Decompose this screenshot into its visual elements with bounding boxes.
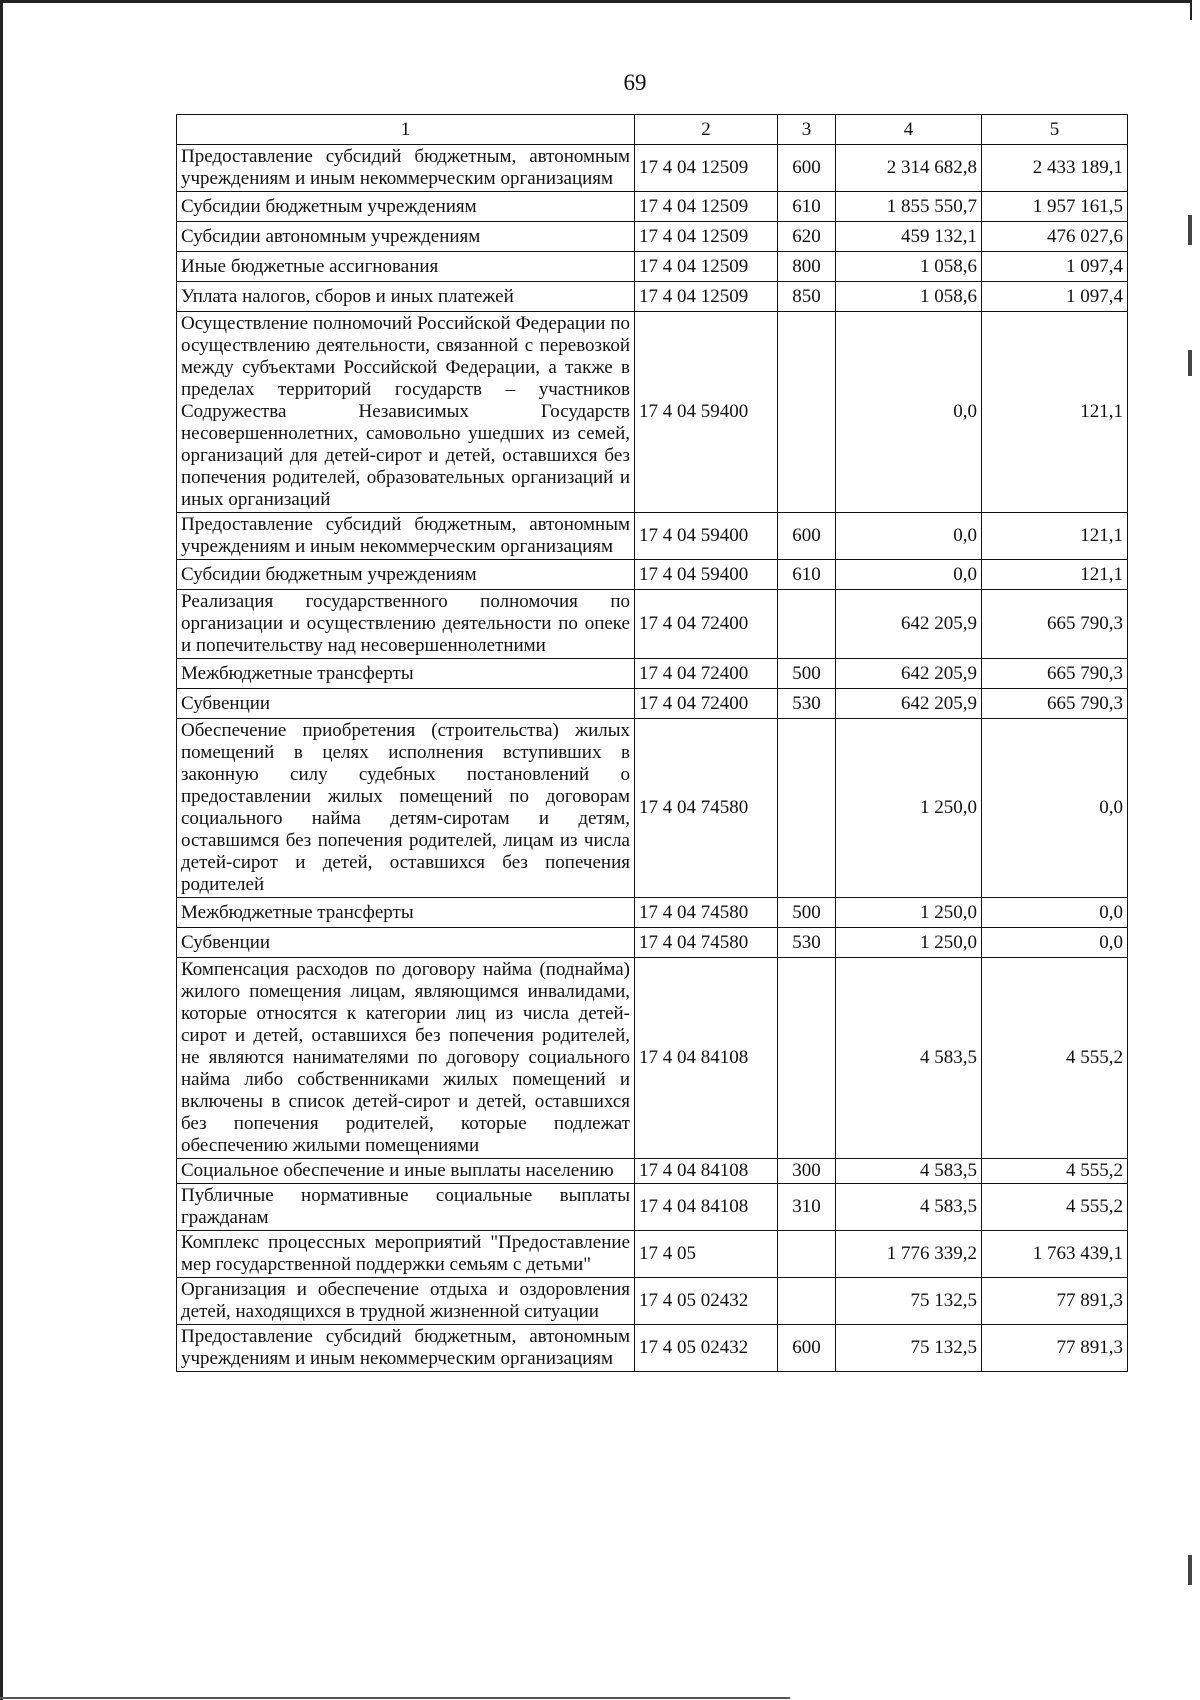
- row-name: Межбюджетные трансферты: [177, 898, 635, 928]
- row-name: Социальное обеспечение и иные выплаты населению: [177, 1159, 635, 1184]
- row-type: 610: [778, 192, 836, 222]
- table-row: [177, 252, 1128, 282]
- header-col-1: 1: [177, 115, 635, 145]
- header-col-4: 4: [836, 115, 982, 145]
- row-type: [778, 1231, 836, 1278]
- table-row: [177, 222, 1128, 252]
- row-code: 17 4 04 59400: [635, 560, 778, 590]
- table-row: [177, 560, 1128, 590]
- row-type: 620: [778, 222, 836, 252]
- row-code: 17 4 04 84108: [635, 958, 778, 1159]
- scan-edge-mark: [1188, 1555, 1192, 1585]
- row-value-5: 4 555,2: [982, 1184, 1128, 1231]
- row-value-4: 0,0: [836, 312, 982, 513]
- row-value-5: 476 027,6: [982, 222, 1128, 252]
- row-value-5: 77 891,3: [982, 1278, 1128, 1325]
- row-name: Субвенции: [177, 928, 635, 958]
- row-type: 600: [778, 1325, 836, 1372]
- row-type: 500: [778, 898, 836, 928]
- table-row: [177, 1325, 1128, 1372]
- row-type: [778, 1278, 836, 1325]
- row-value-5: 665 790,3: [982, 689, 1128, 719]
- table-row: [177, 719, 1128, 898]
- table-header-row: [177, 115, 1128, 145]
- row-value-4: 1 855 550,7: [836, 192, 982, 222]
- row-type: 600: [778, 513, 836, 560]
- row-type: 610: [778, 560, 836, 590]
- table-row: [177, 958, 1128, 1159]
- scan-edge-mark: [1188, 350, 1192, 376]
- row-value-4: 1 776 339,2: [836, 1231, 982, 1278]
- row-code: 17 4 05 02432: [635, 1278, 778, 1325]
- row-value-4: 75 132,5: [836, 1278, 982, 1325]
- table-row: [177, 590, 1128, 659]
- row-name: Субвенции: [177, 689, 635, 719]
- table-row: [177, 192, 1128, 222]
- row-code: 17 4 04 59400: [635, 513, 778, 560]
- row-type: [778, 958, 836, 1159]
- row-name: Иные бюджетные ассигнования: [177, 252, 635, 282]
- row-code: 17 4 04 72400: [635, 659, 778, 689]
- page-number: 69: [623, 70, 647, 95]
- row-code: 17 4 04 74580: [635, 719, 778, 898]
- table-row: [177, 312, 1128, 513]
- row-name: Предоставление субсидий бюджетным, автономным учреждениям и иным некоммерческим организациям: [177, 1325, 635, 1372]
- row-name: Субсидии автономным учреждениям: [177, 222, 635, 252]
- row-value-5: 1 957 161,5: [982, 192, 1128, 222]
- row-value-5: 2 433 189,1: [982, 145, 1128, 192]
- row-type: 300: [778, 1159, 836, 1184]
- row-code: 17 4 04 84108: [635, 1184, 778, 1231]
- row-type: 310: [778, 1184, 836, 1231]
- table-row: [177, 689, 1128, 719]
- row-name: Осуществление полномочий Российской Федерации по осуществлению деятельности, связанной с перевозкой между субъектами Российской Федерации, а также в пределах территорий государств – участников Содружества Независимых Государств несовершеннолетних, самовольно ушедших из семей, организаций для детей-сирот и детей, оставшихся без попечения родителей, образовательных организаций и иных организаций: [177, 312, 635, 513]
- row-value-5: 0,0: [982, 898, 1128, 928]
- row-value-5: 1 097,4: [982, 252, 1128, 282]
- row-value-4: 0,0: [836, 560, 982, 590]
- table-row: [177, 1278, 1128, 1325]
- row-code: 17 4 04 72400: [635, 590, 778, 659]
- row-code: 17 4 04 12509: [635, 222, 778, 252]
- row-code: 17 4 04 74580: [635, 928, 778, 958]
- row-value-4: 1 058,6: [836, 252, 982, 282]
- row-code: 17 4 04 59400: [635, 312, 778, 513]
- budget-table: [176, 114, 1128, 1372]
- row-value-5: 665 790,3: [982, 590, 1128, 659]
- table-row: [177, 145, 1128, 192]
- table-row: [177, 1184, 1128, 1231]
- table-row: [177, 898, 1128, 928]
- row-value-4: 642 205,9: [836, 659, 982, 689]
- row-name: Реализация государственного полномочия по организации и осуществлению деятельности по опеке и попечительству над несовершеннолетними: [177, 590, 635, 659]
- row-type: 600: [778, 145, 836, 192]
- row-code: 17 4 04 12509: [635, 192, 778, 222]
- row-value-5: 121,1: [982, 312, 1128, 513]
- row-value-4: 459 132,1: [836, 222, 982, 252]
- table-row: [177, 928, 1128, 958]
- header-col-3: 3: [778, 115, 836, 145]
- row-name: Публичные нормативные социальные выплаты гражданам: [177, 1184, 635, 1231]
- row-value-4: 642 205,9: [836, 590, 982, 659]
- row-value-5: 1 763 439,1: [982, 1231, 1128, 1278]
- table-row: [177, 1231, 1128, 1278]
- row-code: 17 4 04 12509: [635, 282, 778, 312]
- row-value-4: 2 314 682,8: [836, 145, 982, 192]
- row-value-5: 1 097,4: [982, 282, 1128, 312]
- row-name: Субсидии бюджетным учреждениям: [177, 560, 635, 590]
- row-name: Организация и обеспечение отдыха и оздоровления детей, находящихся в трудной жизненной ситуации: [177, 1278, 635, 1325]
- row-value-4: 4 583,5: [836, 958, 982, 1159]
- row-name: Субсидии бюджетным учреждениям: [177, 192, 635, 222]
- scan-border-bottom: [0, 1697, 790, 1699]
- row-code: 17 4 04 72400: [635, 689, 778, 719]
- row-type: 530: [778, 689, 836, 719]
- row-value-5: 121,1: [982, 560, 1128, 590]
- row-code: 17 4 04 74580: [635, 898, 778, 928]
- row-code: 17 4 05: [635, 1231, 778, 1278]
- row-value-5: 0,0: [982, 928, 1128, 958]
- row-value-4: 4 583,5: [836, 1184, 982, 1231]
- header-col-5: 5: [982, 115, 1128, 145]
- table-row: [177, 282, 1128, 312]
- row-name: Предоставление субсидий бюджетным, автономным учреждениям и иным некоммерческим организациям: [177, 145, 635, 192]
- table-row: [177, 1159, 1128, 1184]
- row-value-5: 4 555,2: [982, 1159, 1128, 1184]
- row-name: Межбюджетные трансферты: [177, 659, 635, 689]
- row-value-5: 4 555,2: [982, 958, 1128, 1159]
- row-name: Предоставление субсидий бюджетным, автономным учреждениям и иным некоммерческим организациям: [177, 513, 635, 560]
- row-value-5: 0,0: [982, 719, 1128, 898]
- row-code: 17 4 04 12509: [635, 145, 778, 192]
- row-code: 17 4 04 12509: [635, 252, 778, 282]
- row-value-4: 4 583,5: [836, 1159, 982, 1184]
- row-value-4: 75 132,5: [836, 1325, 982, 1372]
- row-value-5: 665 790,3: [982, 659, 1128, 689]
- row-code: 17 4 04 84108: [635, 1159, 778, 1184]
- row-type: [778, 719, 836, 898]
- row-type: [778, 590, 836, 659]
- row-value-4: 642 205,9: [836, 689, 982, 719]
- scan-border-top: [0, 0, 1192, 3]
- scan-border-left: [0, 0, 3, 1700]
- table-row: [177, 659, 1128, 689]
- row-type: 530: [778, 928, 836, 958]
- row-name: Комплекс процессных мероприятий "Предоставление мер государственной поддержки семьям с детьми": [177, 1231, 635, 1278]
- row-value-4: 1 250,0: [836, 719, 982, 898]
- row-value-4: 1 250,0: [836, 928, 982, 958]
- row-type: 800: [778, 252, 836, 282]
- row-value-4: 1 250,0: [836, 898, 982, 928]
- scan-border-right: [1190, 0, 1192, 20]
- row-value-5: 77 891,3: [982, 1325, 1128, 1372]
- row-type: 850: [778, 282, 836, 312]
- row-type: 500: [778, 659, 836, 689]
- row-name: Уплата налогов, сборов и иных платежей: [177, 282, 635, 312]
- row-type: [778, 312, 836, 513]
- header-col-2: 2: [635, 115, 778, 145]
- scan-edge-mark: [1188, 215, 1192, 245]
- row-name: Компенсация расходов по договору найма (поднайма) жилого помещения лицам, являющимся инвалидами, которые относятся к категории лиц из числа детей-сирот и детей, оставшихся без попечения родителей, не являются нанимателями по договору социального найма либо собственниками жилых помещений и включены в список детей-сирот и детей, оставшихся без попечения родителей, которые подлежат обеспечению жилыми помещениями: [177, 958, 635, 1159]
- row-value-4: 1 058,6: [836, 282, 982, 312]
- row-value-4: 0,0: [836, 513, 982, 560]
- row-code: 17 4 05 02432: [635, 1325, 778, 1372]
- row-name: Обеспечение приобретения (строительства) жилых помещений в целях исполнения вступивших в законную силу судебных постановлений о предоставлении жилых помещений по договорам социального найма детям-сиротам и детям, оставшимся без попечения родителей, лицам из числа детей-сирот и детей, оставшихся без попечения родителей: [177, 719, 635, 898]
- row-value-5: 121,1: [982, 513, 1128, 560]
- table-row: [177, 513, 1128, 560]
